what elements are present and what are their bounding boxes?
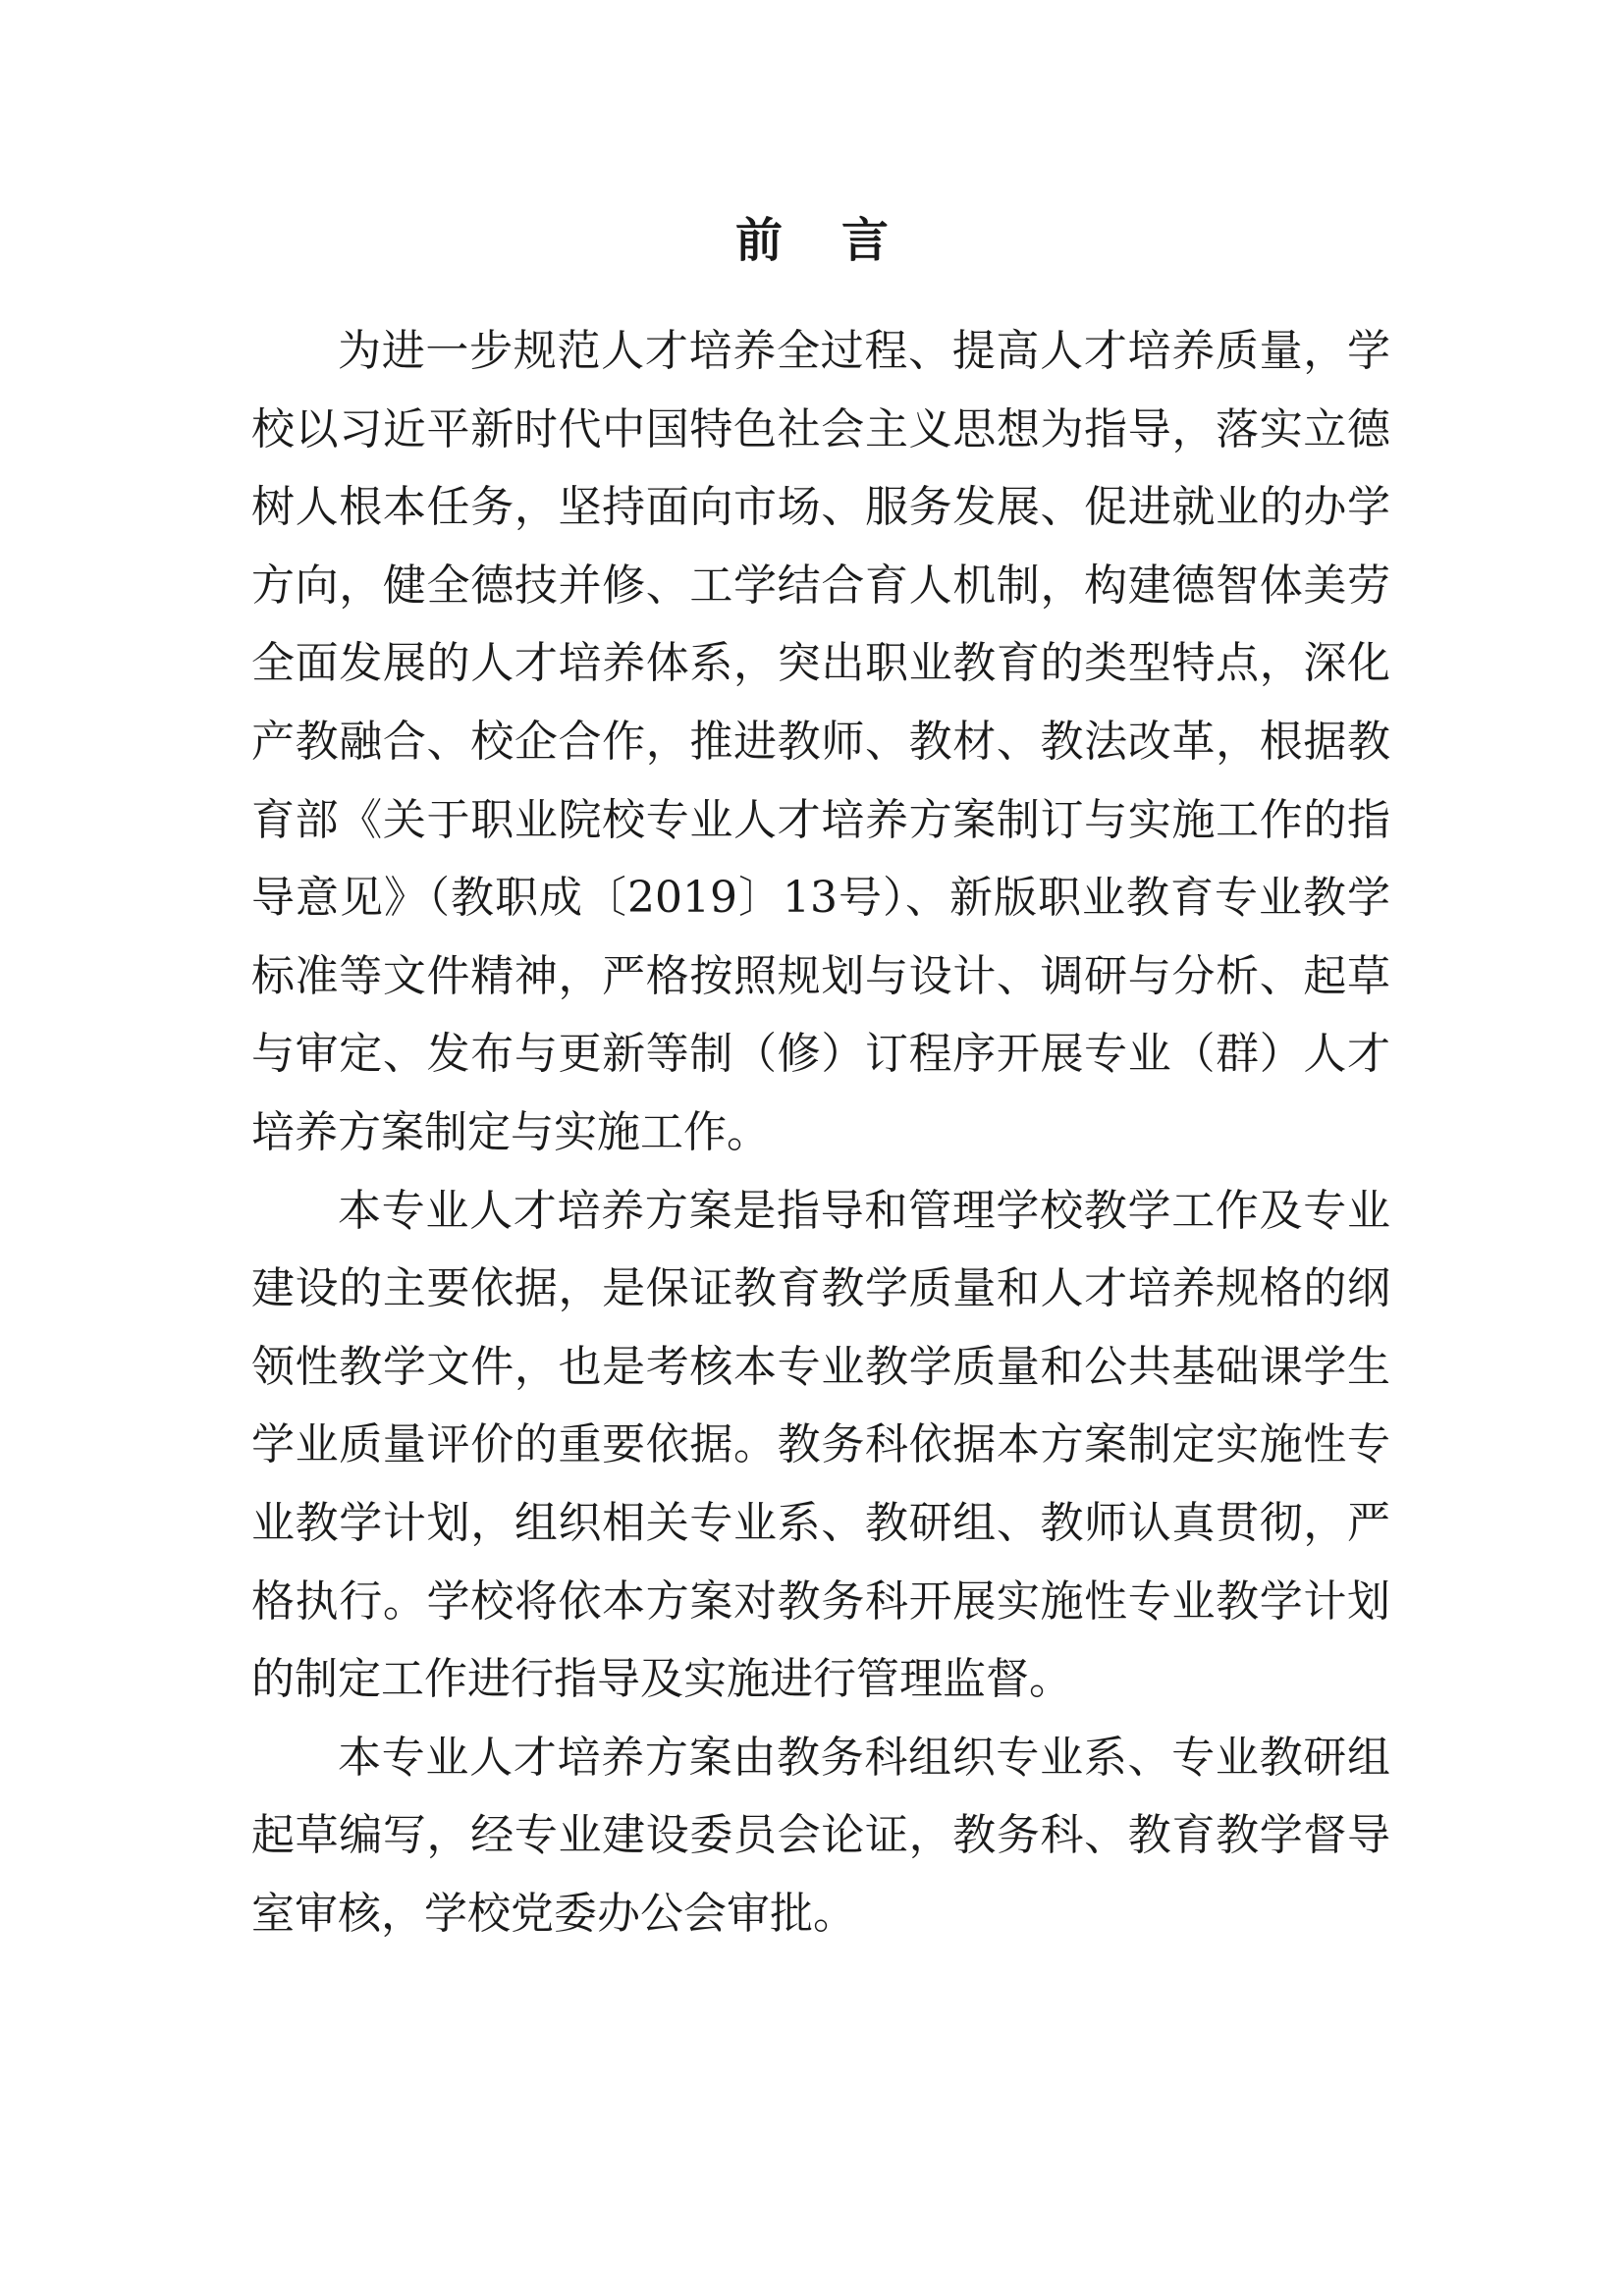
paragraph-3: 本专业人才培养方案由教务科组织专业系、专业教研组起草编写，经专业建设委员会论证，教务科、教育教学督导室审核，学校党委办公会审批。 [251,1732,1390,1939]
paragraph-2: 本专业人才培养方案是指导和管理学校教学工作及专业建设的主要依据，是保证教育教学质量和人才培养规格的纲领性教学文件，也是考核本专业教学质量和公共基础课学生学业质量评价的重要依据。教务科依据本方案制定实施性专业教学计划，组织相关专业系、教研组、教师认真贯彻，严格执行。学校将依本方案对教务科开展实施性专业教学计划的制定工作进行指导及实施进行管理监督。 [251,1185,1390,1705]
document-body [251,312,1390,1952]
paragraph-1: 为进一步规范人才培养全过程、提高人才培养质量，学校以习近平新时代中国特色社会主义思想为指导，落实立德树人根本任务，坚持面向市场、服务发展、促进就业的办学方向，健全德技并修、工学结合育人机制，构建德智体美劳全面发展的人才培养体系，突出职业教育的类型特点，深化产教融合、校企合作，推进教师、教材、教法改革，根据教育部《关于职业院校专业人才培养方案制订与实施工作的指导意见》（教职成〔2019〕13号）、新版职业教育专业教学标准等文件精神，严格按照规划与设计、调研与分析、起草与审定、发布与更新等制（修）订程序开展专业（群）人才培养方案制定与实施工作。 [251,326,1390,1157]
page-title: 前言 [734,213,947,268]
